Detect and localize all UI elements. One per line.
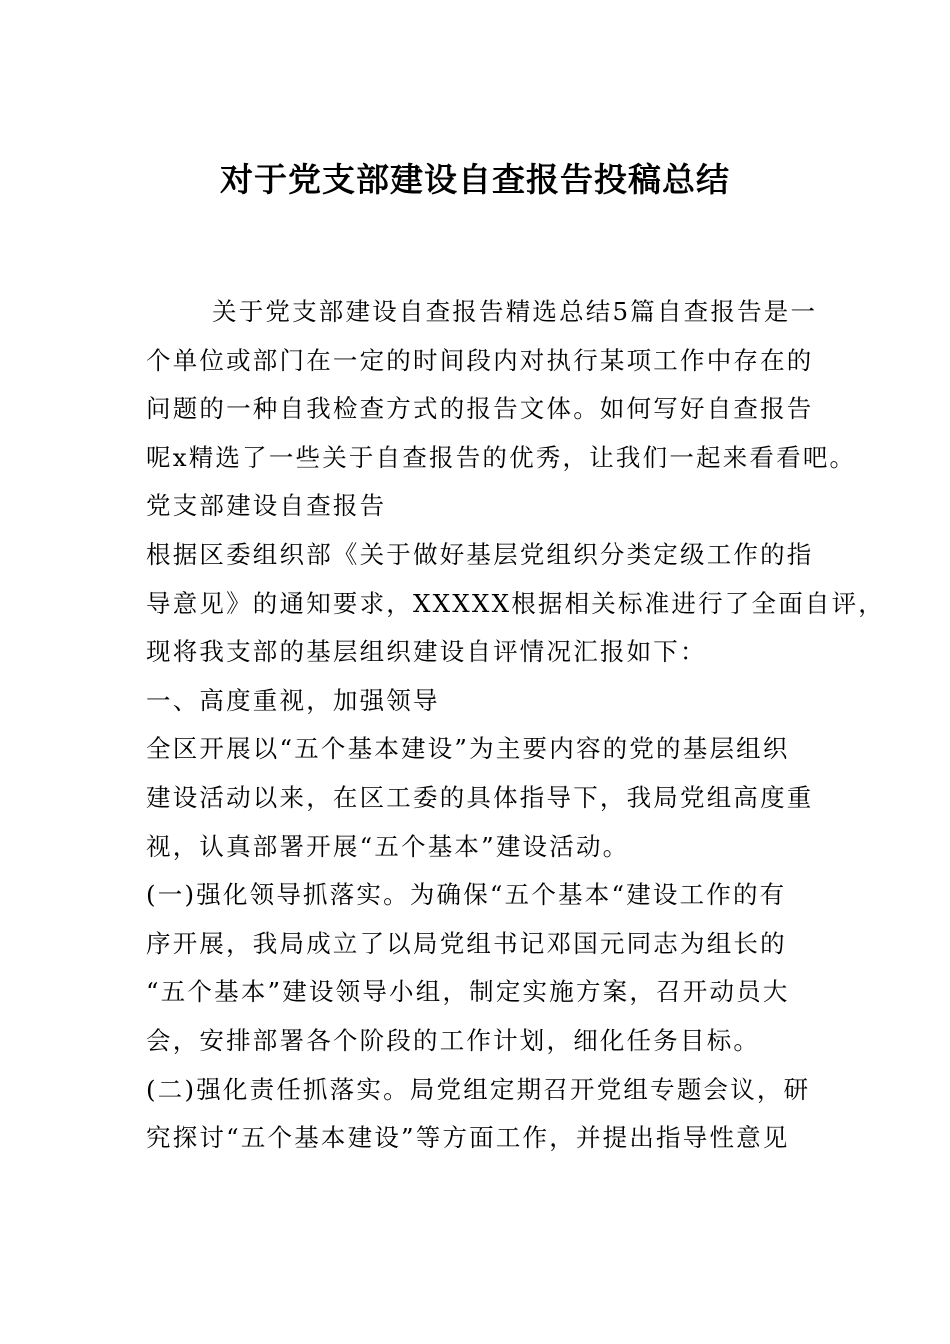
paragraph-line: (二)强化责任抓落实。局党组定期召开党组专题会议，研 — [146, 1074, 811, 1104]
paragraph-line: 现将我支部的基层组织建设自评情况汇报如下： — [146, 637, 707, 667]
paragraph-line: (一)强化领导抓落实。为确保“五个基本“建设工作的有 — [146, 880, 787, 910]
paragraph-line: 会，安排部署各个阶段的工作计划，细化任务目标。 — [146, 1025, 761, 1055]
section-heading: 一、高度重视，加强领导 — [146, 685, 440, 715]
paragraph-line: 究探讨“五个基本建设”等方面工作，并提出指导性意见 — [146, 1123, 790, 1153]
document-body — [146, 288, 886, 1163]
paragraph-line: 呢x精选了一些关于自查报告的优秀，让我们一起来看看吧。 — [146, 442, 857, 472]
paragraph-line: 根据区委组织部《关于做好基层党组织分类定级工作的指 — [146, 539, 814, 569]
paragraph-line: 问题的一种自我检查方式的报告文体。如何写好自查报告 — [146, 394, 814, 424]
paragraph-line: 视，认真部署开展“五个基本”建设活动。 — [146, 831, 630, 861]
document-title: 对于党支部建设自查报告投稿总结 — [220, 160, 730, 199]
paragraph-line: 关于党支部建设自查报告精选总结5篇自查报告是一 — [212, 297, 818, 326]
section-heading: 党支部建设自查报告 — [146, 491, 387, 521]
paragraph-line: 序开展，我局成立了以局党组书记邓国元同志为组长的 — [146, 928, 787, 958]
paragraph-line: 全区开展以“五个基本建设”为主要内容的党的基层组织 — [146, 734, 790, 764]
paragraph-line: 导意见》的通知要求，XXXXX根据相关标准进行了全面自评， — [146, 588, 886, 618]
paragraph-line: 建设活动以来，在区工委的具体指导下，我局党组高度重 — [146, 782, 814, 812]
paragraph-line: “五个基本”建设领导小组，制定实施方案，召开动员大 — [146, 977, 790, 1007]
paragraph-line: 个单位或部门在一定的时间段内对执行某项工作中存在的 — [146, 345, 814, 375]
